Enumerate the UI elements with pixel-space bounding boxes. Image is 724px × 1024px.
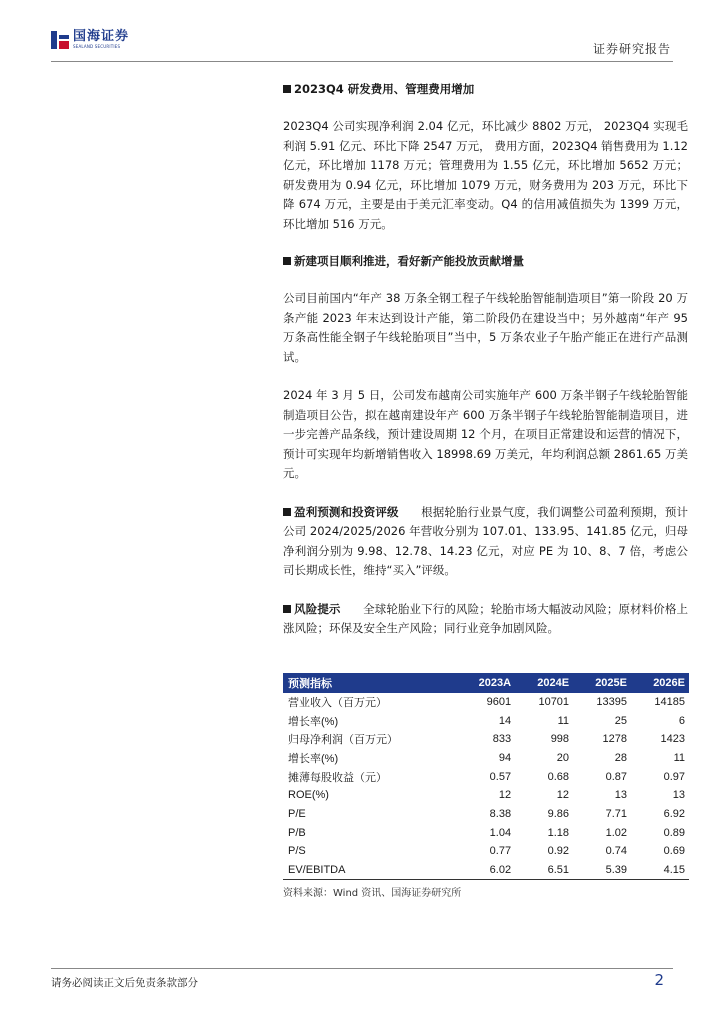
table-row	[283, 711, 689, 730]
footer-disclaimer: 请务必阅读正文后免责条款部分	[51, 977, 198, 989]
table-cell: 998	[550, 733, 570, 746]
table-cell: 0.69	[663, 845, 685, 858]
table-cell: 9601	[486, 695, 512, 708]
table-cell: 11	[557, 714, 570, 727]
table-cell: 13	[672, 789, 685, 802]
table-cell: 13	[614, 789, 627, 802]
page-number: 2	[654, 971, 664, 989]
table-cell: 6.02	[456, 861, 515, 880]
section-title-expenses: 2023Q4 研发费用、管理费用增加	[283, 80, 688, 98]
row-label: ROE(%)	[288, 789, 329, 802]
table-row	[283, 823, 689, 842]
bullet-square-icon	[283, 605, 291, 613]
table-cell: 94	[498, 751, 512, 764]
section-title-projects: 新建项目顺利推进，看好新产能投放贡献增量	[283, 252, 688, 270]
table-cell: 0.68	[547, 770, 570, 783]
table-row	[283, 767, 689, 786]
table-row	[283, 861, 689, 880]
row-label: EV/EBITDA	[283, 861, 456, 880]
table-cell: 11	[673, 751, 685, 764]
table-cell: 28	[614, 751, 627, 764]
table-header-cell: 2026E	[631, 673, 689, 693]
row-label: 摊薄每股收益（元）	[288, 771, 387, 784]
table-cell: 13395	[596, 695, 627, 708]
table-header-cell: 预测指标	[283, 673, 456, 693]
forecast-table-wrapper	[283, 673, 688, 900]
page-header	[0, 0, 724, 62]
report-type: 证券研究报告	[592, 42, 671, 56]
table-header-cell: 2023A	[456, 673, 515, 693]
table-cell: 8.38	[489, 807, 512, 820]
bullet-square-icon	[283, 508, 291, 516]
bullet-square-icon	[283, 85, 291, 93]
header-divider	[51, 61, 673, 62]
table-cell: 0.74	[605, 845, 627, 858]
section-title-rating: 盈利预测和投资评级	[283, 505, 399, 519]
table-cell: 1.04	[489, 826, 512, 839]
logo-mark-icon	[51, 31, 69, 49]
table-cell: 14	[498, 714, 512, 727]
paragraph-projects-domestic: 公司目前国内“年产 38 万条全钢工程子午线轮胎智能制造项目”第一阶段 20 万条产能 2023 年末达到设计产能，第二阶段仍在建设当中；另外越南“年产 95 万条高性能全钢子午线轮胎项目”当中，5 万条农业子午胎产能正在进行产品测试。	[283, 291, 688, 364]
table-cell: 0.87	[605, 770, 627, 783]
table-cell: 0.57	[489, 770, 512, 783]
table-cell: 6.51	[515, 861, 573, 880]
table-header-cell: 2025E	[573, 673, 631, 693]
table-cell: 1.18	[547, 826, 570, 839]
table-source-note: 资料来源：Wind 资讯、国海证券研究所	[283, 888, 462, 900]
table-cell: 0.89	[663, 826, 685, 839]
table-cell: 10701	[538, 695, 570, 708]
paragraph-projects-vietnam: 2024 年 3 月 5 日，公司发布越南公司实施年产 600 万条半钢子午线轮胎智能制造项目公告，拟在越南建设年产 600 万条半钢子午线轮胎智能制造项目，进一步完善产品条线，预计建设周期 12 个月，在项目正常建设和运营的情况下，预计可实现年均新增销售收入 18998.69 万美元，年均利润总额 2861.65 万美元。	[283, 388, 688, 480]
table-row	[283, 786, 689, 805]
section-title-risk: 风险提示	[283, 602, 341, 616]
table-cell: 9.86	[547, 807, 570, 820]
table-row	[283, 749, 689, 768]
table-cell: 0.77	[489, 845, 512, 858]
table-cell: 14185	[654, 695, 685, 708]
table-cell: 12	[556, 789, 570, 802]
table-cell: 12	[498, 789, 512, 802]
table-header-row	[283, 673, 689, 693]
row-label: 增长率(%)	[288, 715, 339, 728]
table-cell: 6	[678, 714, 685, 727]
footer-divider	[51, 968, 673, 969]
table-cell: 1423	[660, 733, 685, 746]
paragraph-rating: 盈利预测和投资评级 根据轮胎行业景气度，我们调整公司盈利预期，预计公司 2024/2025/2026 年营收分别为 107.01、133.95、141.85 亿元，归母净利润分别为 9.98、12.78、14.23 亿元，对应 PE 为 10、8、7 倍，考虑公司长期成长性，维持“买入”评级。	[283, 504, 689, 577]
table-row	[283, 805, 689, 824]
table-cell: 833	[492, 733, 512, 746]
forecast-table	[283, 673, 689, 881]
row-label: P/E	[288, 807, 306, 820]
table-row	[283, 730, 689, 749]
row-label: 营业收入（百万元）	[288, 696, 387, 709]
row-label: 增长率(%)	[288, 752, 339, 765]
logo-english-name: SEALAND SECURITIES	[73, 44, 121, 49]
table-cell: 20	[556, 751, 570, 764]
row-label: P/S	[288, 845, 306, 858]
row-label: P/B	[288, 826, 306, 839]
row-label: 归母净利润（百万元）	[288, 734, 398, 747]
paragraph-risk: 风险提示 全球轮胎业下行的风险；轮胎市场大幅波动风险；原材料价格上涨风险；环保及安全生产风险；同行业竞争加剧风险。	[283, 601, 689, 635]
table-cell: 25	[614, 714, 627, 727]
table-row	[283, 842, 689, 861]
company-logo	[51, 30, 129, 49]
bullet-square-icon	[283, 257, 291, 265]
table-cell: 1.02	[605, 826, 627, 839]
table-cell: 1278	[602, 733, 627, 746]
table-cell: 7.71	[605, 807, 627, 820]
table-cell: 6.92	[663, 807, 685, 820]
table-cell: 5.39	[573, 861, 631, 880]
paragraph-expenses: 2023Q4 公司实现净利润 2.04 亿元，环比减少 8802 万元， 2023Q4 实现毛利润 5.91 亿元、环比下降 2547 万元， 费用方面，2023Q4 销售费用为 1.12 亿元，环比增加 1178 万元；管理费用为 1.55 亿元，环比增加 5652 万元；研发费用为 0.94 亿元，环比增加 1079 万元，财务费用为 203 万元，环比下降 674 万元，主要是由于美元汇率变动。Q4 的信用减值损失为 1399 万元，环比增加 516 万元。	[283, 119, 688, 231]
table-cell: 0.92	[547, 845, 570, 858]
table-cell: 4.15	[631, 861, 689, 880]
logo-name: 国海证券	[73, 29, 130, 44]
table-row	[283, 693, 689, 712]
table-header-cell: 2024E	[515, 673, 573, 693]
main-content	[283, 80, 688, 899]
table-cell: 0.97	[663, 770, 685, 783]
